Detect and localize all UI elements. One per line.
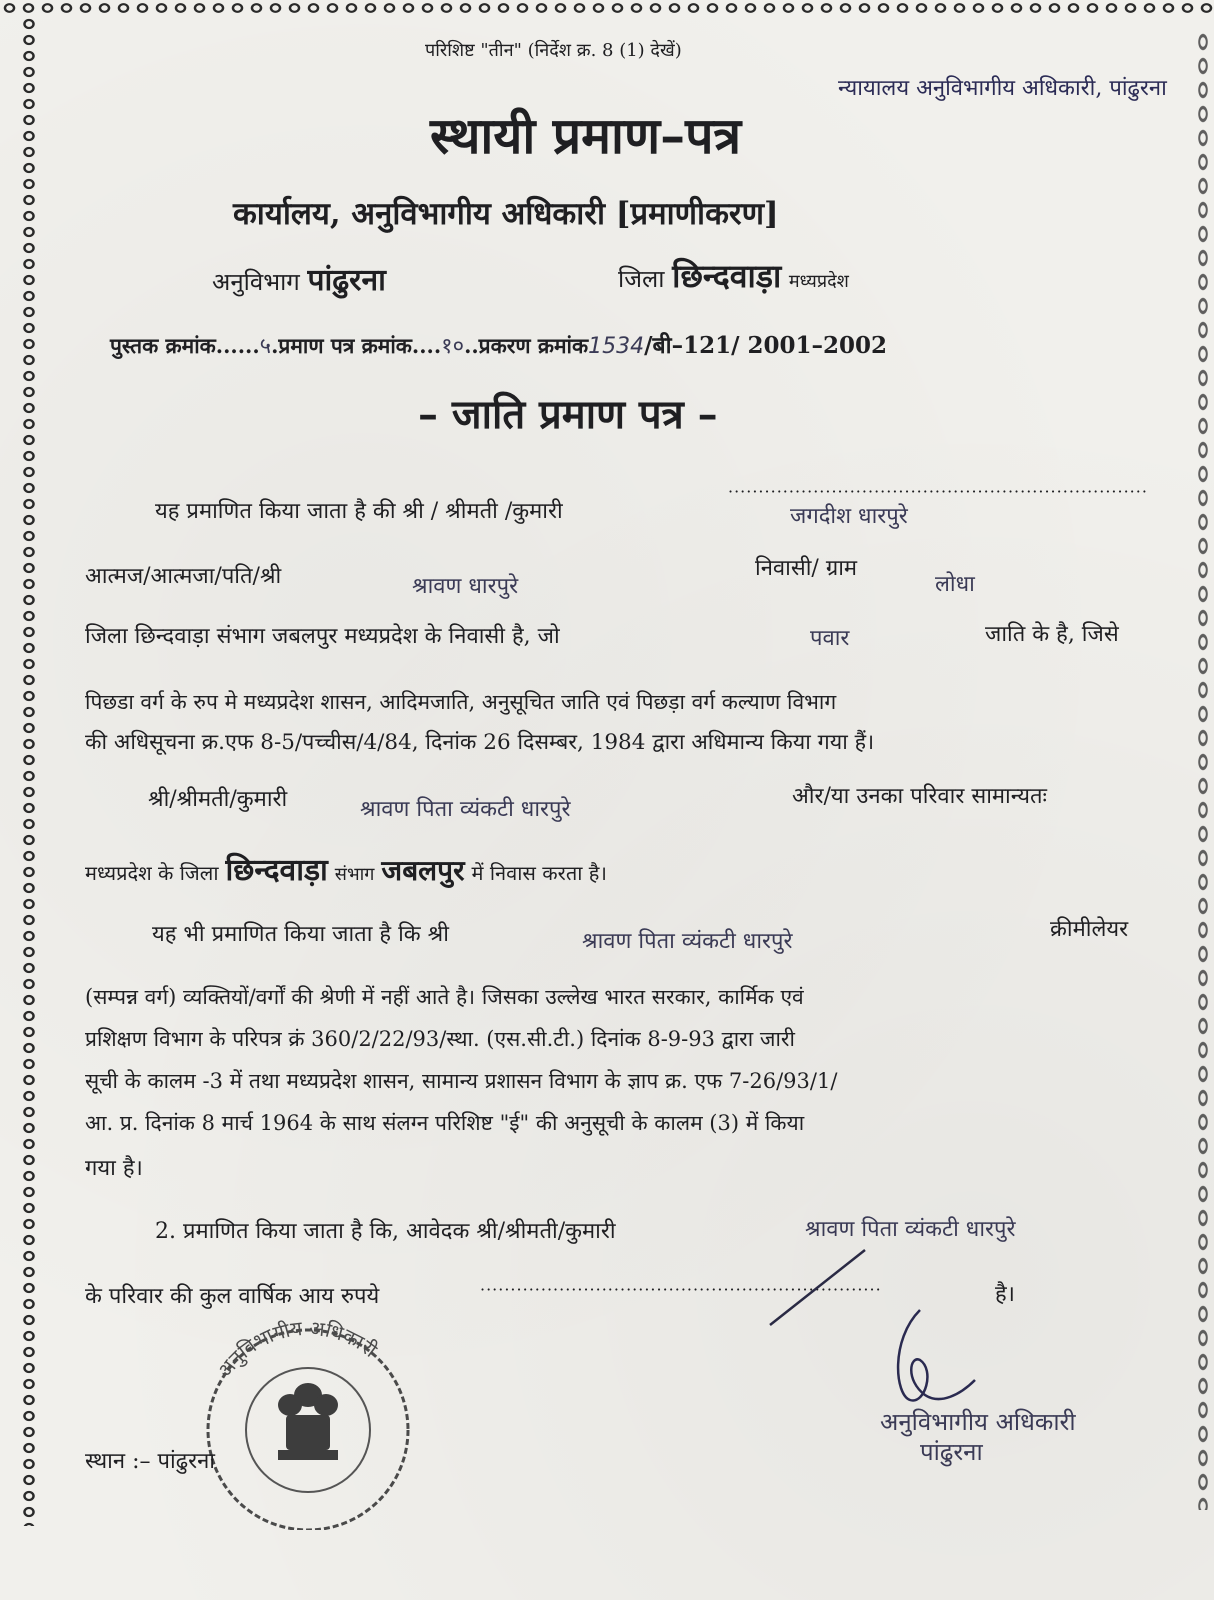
case-number-label: ..प्रकरण क्रमांक — [464, 333, 589, 358]
office-heading: कार्यालय, अनुविभागीय अधिकारी [प्रमाणीकरण] — [233, 196, 779, 232]
para2-line2 — [85, 848, 607, 889]
para4-person: श्रावण पिता व्यंकटी धारपुरे — [805, 1217, 1016, 1242]
official-seal — [178, 1300, 438, 1530]
para1-line5: की अधिसूचना क्र.एफ 8-5/पच्चीस/4/84, दिनांक 26 दिसम्बर, 1984 द्वारा अधिमान्य किया गया हैं। — [85, 730, 875, 755]
para1-line3b: जाति के है, जिसे — [985, 622, 1119, 647]
para3-line3: प्रशिक्षण विभाग के परिपत्र क्रं 360/2/22/93/स्था. (एस.सी.टी.) दिनांक 8-9-93 द्वारा जारी — [85, 1027, 795, 1051]
appendix-reference: परिशिष्ट "तीन" (निर्देश क्र. 8 (1) देखें) — [425, 40, 682, 61]
para2-label: श्री/श्रीमती/कुमारी — [148, 787, 288, 812]
para4-line2a: के परिवार की कुल वार्षिक आय रुपये — [85, 1284, 380, 1309]
para1-line3a: जिला छिन्दवाड़ा संभाग जबलपुर मध्यप्रदेश के निवासी है, जो — [85, 624, 560, 649]
resident-label: निवासी/ ग्राम — [755, 556, 858, 581]
para3-line5: आ. प्र. दिनांक 8 मार्च 1964 के साथ संलग्न परिशिष्ट "ई" की अनुसूची के कालम (3) में किया — [85, 1111, 805, 1135]
para3-line4: सूची के कालम -3 में तथा मध्यप्रदेश शासन, सामान्य प्रशासन विभाग के ज्ञाप क्र. एफ 7-26/93/1/ — [85, 1069, 838, 1093]
district-value: छिन्दवाड़ा — [672, 257, 782, 295]
income-strike-mark — [760, 1245, 870, 1335]
place-label: स्थान :– — [85, 1449, 151, 1474]
father-name: श्रावण धारपुरे — [412, 574, 519, 599]
caste-certificate-subtitle: – जाति प्रमाण पत्र – — [418, 391, 718, 438]
certificate-number-value: १० — [441, 334, 465, 359]
court-stamp-text: न्यायालय अनुविभागीय अधिकारी, पांढुरना — [838, 76, 1167, 101]
seal-text: अनुविभागीय अधिकारी — [212, 1315, 382, 1382]
book-number-label: पुस्तक क्रमांक...... — [110, 333, 260, 358]
subdivision-line — [212, 258, 386, 299]
para1-dots1: ····································································· — [728, 482, 1148, 501]
para4-line2b: है। — [995, 1282, 1016, 1307]
state-label: मध्यप्रदेश — [788, 271, 849, 292]
para3-line6: गया है। — [85, 1156, 143, 1181]
para1-line1: यह प्रमाणित किया जाता है की श्री / श्रीमती /कुमारी — [155, 499, 563, 524]
numbers-line — [110, 328, 887, 360]
district-line — [618, 254, 849, 297]
village-name: लोधा — [935, 572, 975, 597]
signatory-title: अनुविभागीय अधिकारी — [880, 1408, 1076, 1436]
para3-person: श्रावण पिता व्यंकटी धारपुरे — [582, 929, 793, 954]
certificate-title: स्थायी प्रमाण–पत्र — [430, 106, 742, 165]
book-number-value: ५ — [259, 334, 272, 359]
para2-division: जबलपुर — [381, 854, 465, 887]
caste-name: पवार — [810, 626, 850, 651]
signatory-place: पांढुरना — [920, 1438, 983, 1466]
para2-line2a: मध्यप्रदेश के जिला — [85, 861, 219, 885]
para2-rest: और/या उनका परिवार सामान्यतः — [792, 784, 1047, 809]
chain-border-top — [0, 0, 1214, 16]
signature — [880, 1300, 1000, 1415]
para4-dots: ·································································· — [480, 1280, 882, 1299]
svg-text:अनुविभागीय अधिकारी — [212, 1316, 382, 1382]
case-number-value: 1534 — [588, 334, 645, 359]
district-label: जिला — [618, 265, 665, 293]
subdivision-label: अनुविभाग — [212, 268, 300, 296]
place-value: पांढुरना — [157, 1449, 215, 1474]
para2-line2c: में निवास करता है। — [471, 861, 607, 885]
case-number-suffix: /बी–121/ 2001–2002 — [644, 332, 888, 359]
para3-line1b: क्रीमीलेयर — [1050, 917, 1129, 942]
para3-line1a: यह भी प्रमाणित किया जाता है कि श्री — [152, 922, 449, 947]
para2-district: छिन्दवाड़ा — [225, 853, 328, 888]
certificate-number-label: .प्रमाण पत्र क्रमांक.... — [271, 333, 442, 358]
para2-person: श्रावण पिता व्यंकटी धारपुरे — [360, 797, 571, 822]
para2-line2b: संभाग — [334, 864, 375, 885]
para1-line4: पिछडा वर्ग के रुप मे मध्यप्रदेश शासन, आदिमजाति, अनुसूचित जाति एवं पिछड़ा वर्ग कल्याण विभाग — [85, 690, 837, 714]
para4-line1: 2. प्रमाणित किया जाता है कि, आवेदक श्री/श्रीमती/कुमारी — [155, 1219, 616, 1244]
applicant-name: जगदीश धारपुरे — [790, 504, 908, 529]
para3-line2: (सम्पन्न वर्ग) व्यक्तियों/वर्गों की श्रेणी में नहीं आते है। जिसका उल्लेख भारत सरकार, कार्मिक एवं — [85, 985, 804, 1009]
chain-border-right — [1196, 30, 1210, 1510]
subdivision-value: पांढुरना — [307, 263, 386, 298]
para1-line2-label: आत्मज/आत्मजा/पति/श्री — [85, 564, 282, 589]
chain-border-left — [20, 16, 38, 1526]
place-line — [85, 1445, 215, 1475]
